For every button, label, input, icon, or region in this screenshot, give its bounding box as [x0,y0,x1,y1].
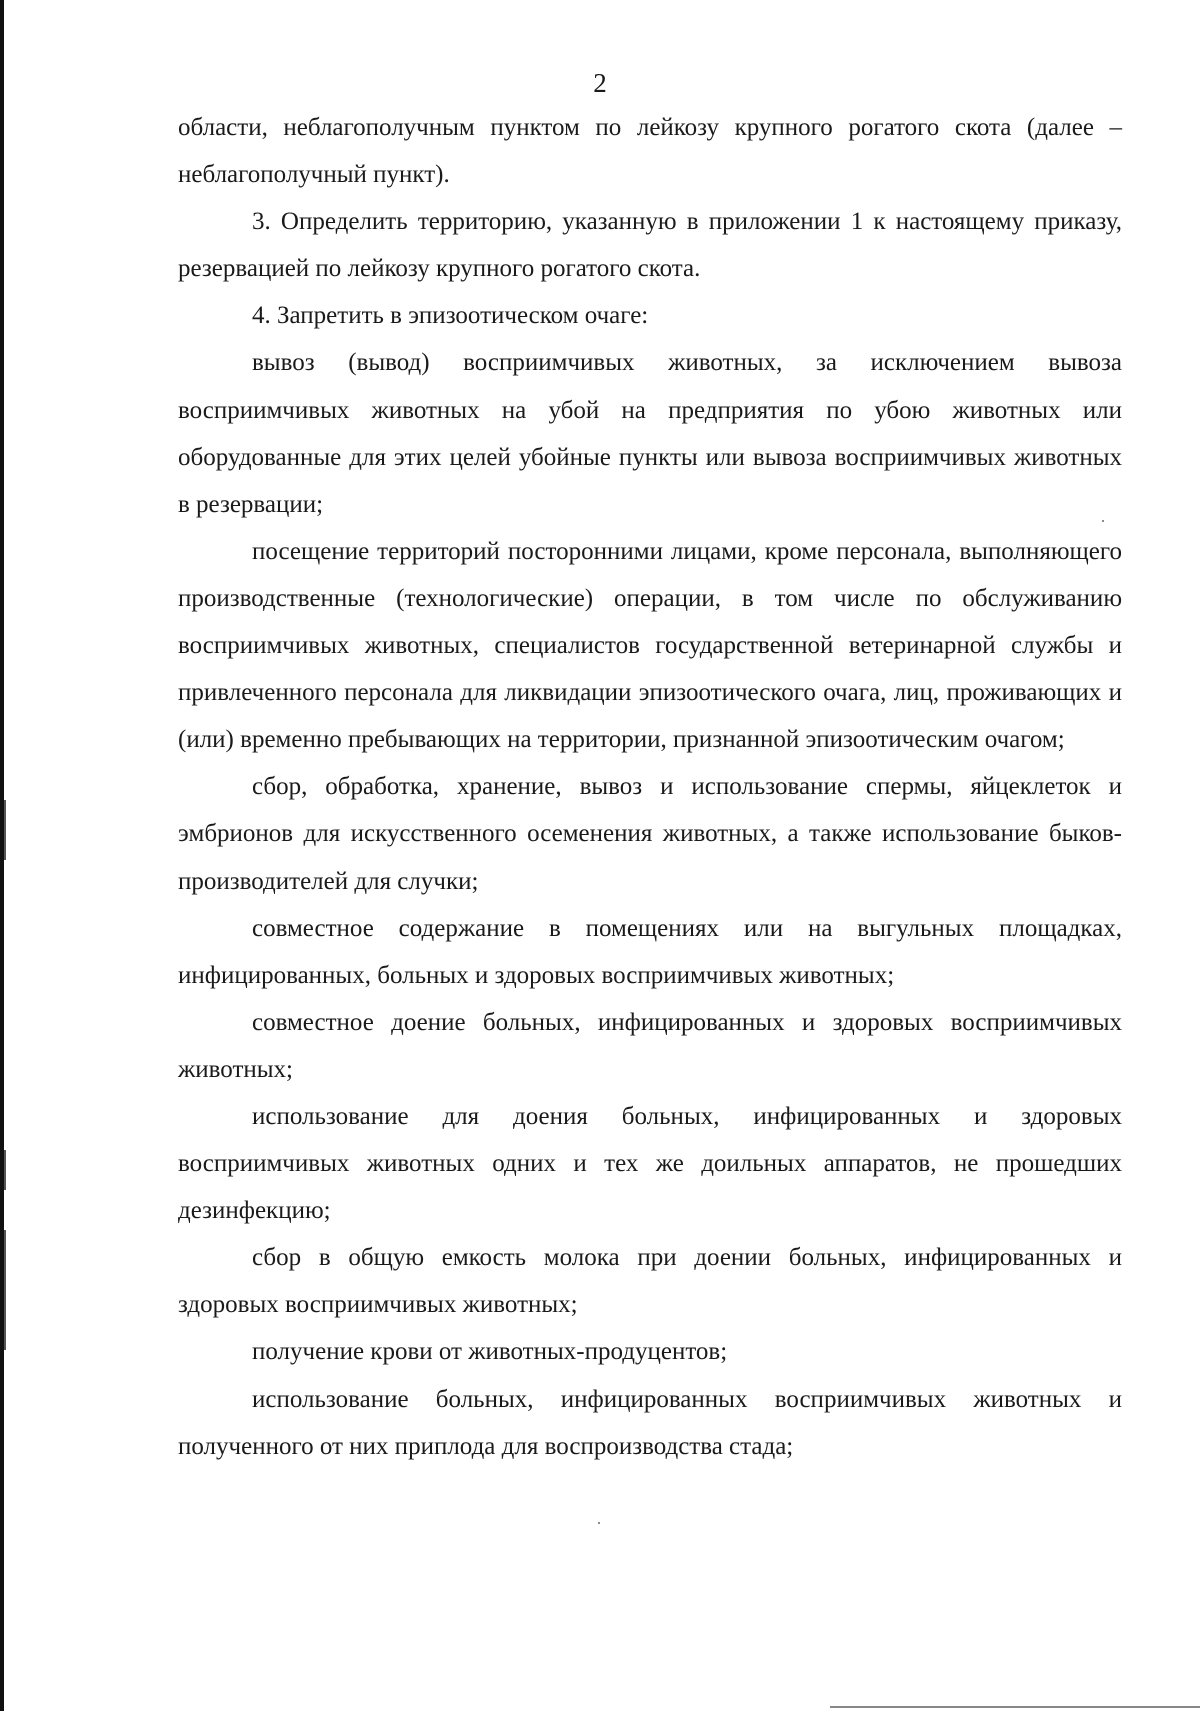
page-number: 2 [593,68,607,98]
prohibition-item: получение крови от животных-продуцентов; [252,1338,728,1366]
scan-speck [598,1522,600,1524]
prohibition-item: использование для доения больных, инфицированных и здоровых восприимчивых животных одних и тех же доильных аппаратов, не прошедших дезинфекцию; [178,1102,1122,1225]
prohibition-item: совместное доение больных, инфицированных и здоровых восприимчивых животных; [178,1008,1122,1083]
scan-speck [1102,520,1104,522]
document-body [178,104,1122,1470]
paragraph-item-4: 4. Запретить в эпизоотическом очаге: [252,302,649,330]
scan-artifact [4,1150,6,1190]
scan-artifact [4,800,6,860]
prohibition-item: использование больных, инфицированных восприимчивых животных и полученного от них приплода для воспроизводства стада; [178,1385,1122,1460]
prohibition-item: посещение территорий посторонними лицами, кроме персонала, выполняющего производственные (технологические) операции, в том числе по обслуживанию восприимчивых животных, специалистов государственной ветеринарной службы и привлеченного персонала для ликвидации эпизоотического очага, лиц, проживающих и (или) временно пребывающих на территории, признанной эпизоотическим очагом; [178,537,1122,754]
scan-bottom-line [830,1706,1200,1708]
scan-artifact [4,1230,6,1350]
prohibition-item: вывоз (вывод) восприимчивых животных, за исключением вывоза восприимчивых животных на убой на предприятия по убою животных или оборудованные для этих целей убойные пункты или вывоза восприимчивых животных в резервации; [178,349,1122,518]
paragraph-item-3: 3. Определить территорию, указанную в приложении 1 к настоящему приказу, резервацией по лейкозу крупного рогатого скота. [178,208,1122,283]
prohibition-item: сбор в общую емкость молока при доении больных, инфицированных и здоровых восприимчивых животных; [178,1244,1122,1319]
prohibition-item: совместное содержание в помещениях или на выгульных площадках, инфицированных, больных и здоровых восприимчивых животных; [178,914,1122,989]
prohibition-item: сбор, обработка, хранение, вывоз и использование спермы, яйцеклеток и эмбрионов для искусственного осеменения животных, а также использование быков-производителей для случки; [178,773,1122,895]
paragraph-continuation: области, неблагополучным пунктом по лейкозу крупного рогатого скота (далее – неблагополучный пункт). [178,114,1122,189]
